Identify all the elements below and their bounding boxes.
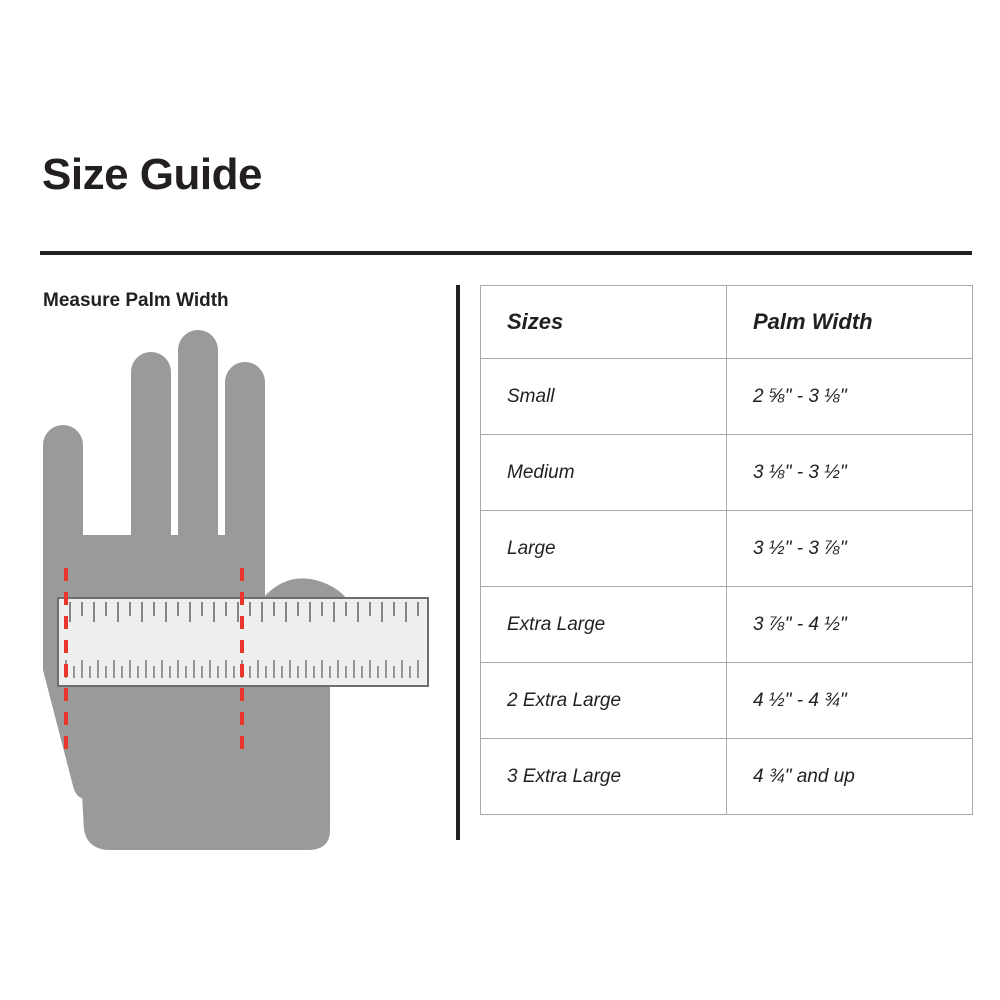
table-row — [481, 435, 973, 511]
size-chart-table — [480, 285, 973, 815]
hand-icon — [43, 330, 366, 850]
cell-palm-width: 3 ⅛" - 3 ½" — [727, 435, 973, 511]
cell-palm-width: 3 ⅞" - 4 ½" — [727, 587, 973, 663]
cell-palm-width: 2 ⅝" - 3 ⅛" — [727, 359, 973, 435]
cell-size: Large — [481, 511, 727, 587]
hand-measurement-illustration — [30, 330, 450, 870]
cell-size: 2 Extra Large — [481, 663, 727, 739]
column-header-palm-width: Palm Width — [727, 286, 973, 359]
column-header-sizes: Sizes — [481, 286, 727, 359]
page-title: Size Guide — [42, 150, 262, 199]
illustration-caption: Measure Palm Width — [43, 290, 229, 311]
title-divider — [40, 251, 972, 255]
table-row — [481, 739, 973, 815]
cell-palm-width: 3 ½" - 3 ⅞" — [727, 511, 973, 587]
cell-size: Medium — [481, 435, 727, 511]
table-row — [481, 587, 973, 663]
cell-palm-width: 4 ¾" and up — [727, 739, 973, 815]
cell-size: 3 Extra Large — [481, 739, 727, 815]
vertical-divider — [456, 285, 460, 840]
table-header-row — [481, 286, 973, 359]
table-row — [481, 511, 973, 587]
table-row — [481, 663, 973, 739]
cell-size: Extra Large — [481, 587, 727, 663]
cell-palm-width: 4 ½" - 4 ¾" — [727, 663, 973, 739]
table-row — [481, 359, 973, 435]
cell-size: Small — [481, 359, 727, 435]
